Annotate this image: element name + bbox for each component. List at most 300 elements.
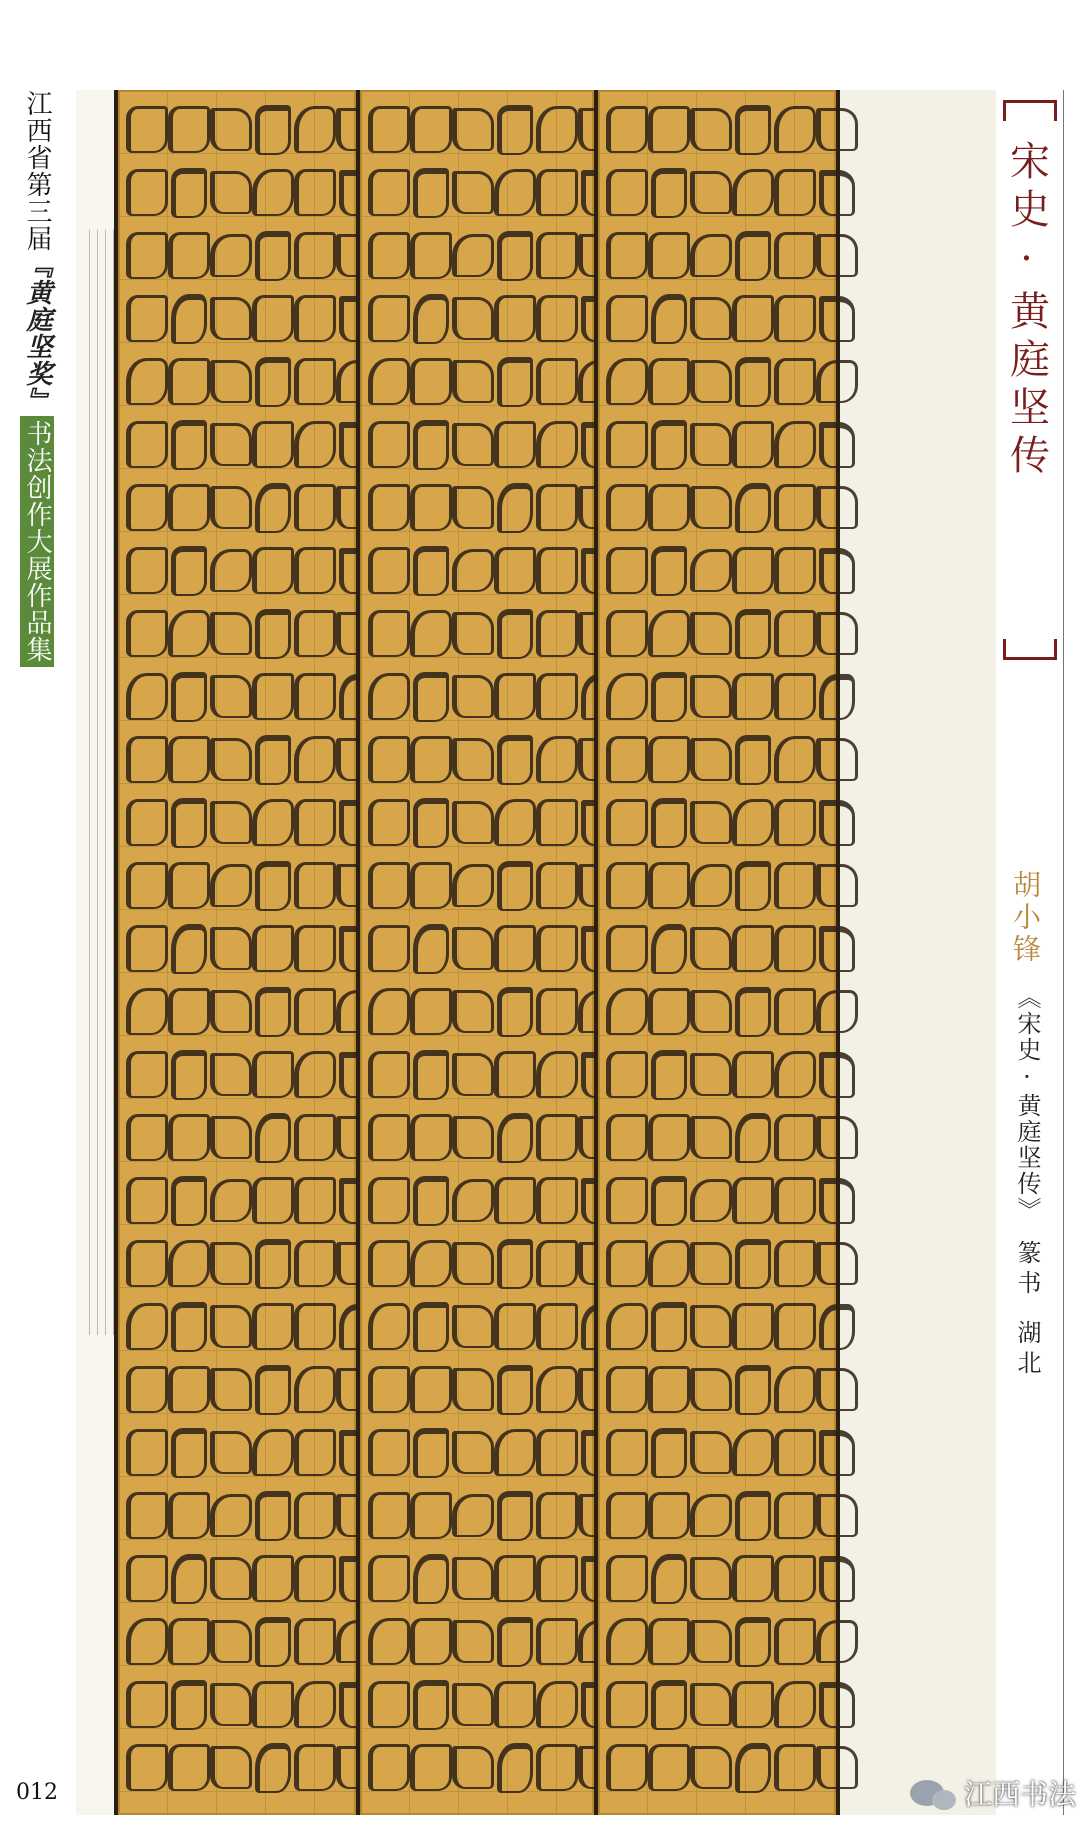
seal-glyph bbox=[452, 287, 494, 350]
seal-glyph bbox=[494, 1295, 536, 1358]
seal-glyph bbox=[294, 980, 336, 1043]
seal-glyph bbox=[774, 1547, 816, 1610]
seal-glyph bbox=[606, 98, 648, 161]
seal-glyph bbox=[648, 224, 690, 287]
seal-glyph bbox=[494, 665, 536, 728]
seal-glyph bbox=[294, 665, 336, 728]
seal-glyph bbox=[168, 161, 210, 224]
seal-glyph bbox=[210, 1610, 252, 1673]
seal-glyph bbox=[452, 1610, 494, 1673]
seal-glyph bbox=[774, 539, 816, 602]
seal-glyph bbox=[606, 287, 648, 350]
seal-glyph bbox=[252, 1106, 294, 1169]
seal-glyph bbox=[648, 1358, 690, 1421]
seal-glyph bbox=[774, 1484, 816, 1547]
seal-glyph bbox=[210, 1673, 252, 1736]
seal-glyph bbox=[606, 476, 648, 539]
seal-glyph bbox=[774, 1232, 816, 1295]
seal-glyph bbox=[774, 413, 816, 476]
seal-glyph bbox=[732, 728, 774, 791]
book-title-highlight: 『黄庭坚奖』 bbox=[22, 252, 52, 414]
seal-glyph bbox=[648, 476, 690, 539]
seal-glyph bbox=[732, 1484, 774, 1547]
artwork-panel-title: 宋史·黄庭坚传 bbox=[1003, 140, 1050, 482]
seal-glyph bbox=[536, 350, 578, 413]
seal-glyph bbox=[648, 1169, 690, 1232]
seal-glyph bbox=[252, 980, 294, 1043]
seal-glyph bbox=[294, 476, 336, 539]
seal-glyph bbox=[606, 1421, 648, 1484]
seal-glyph bbox=[294, 1043, 336, 1106]
seal-glyph bbox=[168, 791, 210, 854]
seal-glyph bbox=[410, 1547, 452, 1610]
seal-glyph bbox=[368, 1547, 410, 1610]
seal-glyph bbox=[452, 1736, 494, 1799]
seal-glyph bbox=[368, 1106, 410, 1169]
seal-glyph bbox=[732, 854, 774, 917]
seal-glyph bbox=[294, 161, 336, 224]
seal-glyph bbox=[690, 917, 732, 980]
seal-glyph bbox=[210, 1232, 252, 1295]
seal-glyph bbox=[126, 224, 168, 287]
seal-glyph bbox=[494, 1043, 536, 1106]
seal-glyph bbox=[606, 602, 648, 665]
seal-glyph bbox=[410, 1169, 452, 1232]
seal-glyph bbox=[452, 1043, 494, 1106]
seal-glyph bbox=[648, 287, 690, 350]
seal-glyph bbox=[210, 728, 252, 791]
seal-glyph bbox=[536, 1169, 578, 1232]
seal-glyph bbox=[690, 1421, 732, 1484]
seal-glyph bbox=[690, 791, 732, 854]
seal-glyph bbox=[210, 413, 252, 476]
seal-glyph bbox=[732, 1043, 774, 1106]
seal-glyph bbox=[732, 350, 774, 413]
seal-glyph bbox=[606, 791, 648, 854]
divider-line bbox=[1063, 90, 1064, 1815]
seal-glyph bbox=[452, 665, 494, 728]
seal-glyph bbox=[210, 287, 252, 350]
seal-glyph bbox=[606, 1358, 648, 1421]
seal-glyph bbox=[252, 1295, 294, 1358]
seal-glyph bbox=[494, 287, 536, 350]
seal-glyph bbox=[368, 539, 410, 602]
seal-glyph bbox=[452, 413, 494, 476]
seal-glyph bbox=[210, 1169, 252, 1232]
seal-glyph bbox=[648, 1106, 690, 1169]
seal-glyph bbox=[294, 602, 336, 665]
seal-glyph bbox=[606, 1043, 648, 1106]
seal-glyph bbox=[648, 602, 690, 665]
seal-glyph bbox=[494, 1673, 536, 1736]
seal-glyph bbox=[732, 476, 774, 539]
seal-glyph bbox=[126, 854, 168, 917]
seal-script-characters bbox=[606, 98, 828, 1807]
seal-glyph bbox=[126, 1358, 168, 1421]
seal-glyph bbox=[368, 728, 410, 791]
seal-glyph bbox=[452, 1421, 494, 1484]
seal-glyph bbox=[452, 98, 494, 161]
seal-glyph bbox=[536, 287, 578, 350]
seal-glyph bbox=[210, 1421, 252, 1484]
seal-glyph bbox=[732, 1295, 774, 1358]
seal-glyph bbox=[368, 1610, 410, 1673]
seal-glyph bbox=[536, 476, 578, 539]
seal-glyph bbox=[210, 1547, 252, 1610]
author-name: 胡小锋 bbox=[1009, 870, 1042, 966]
seal-glyph bbox=[690, 665, 732, 728]
seal-glyph bbox=[210, 665, 252, 728]
seal-glyph bbox=[210, 1106, 252, 1169]
seal-glyph bbox=[606, 1484, 648, 1547]
seal-glyph bbox=[690, 1673, 732, 1736]
seal-glyph bbox=[252, 539, 294, 602]
scroll-panel-1 bbox=[118, 90, 356, 1815]
seal-glyph bbox=[126, 413, 168, 476]
seal-glyph bbox=[252, 854, 294, 917]
seal-glyph bbox=[210, 602, 252, 665]
seal-glyph bbox=[774, 854, 816, 917]
seal-glyph bbox=[494, 602, 536, 665]
seal-glyph bbox=[690, 1295, 732, 1358]
seal-glyph bbox=[168, 1547, 210, 1610]
seal-glyph bbox=[294, 1484, 336, 1547]
seal-glyph bbox=[294, 1547, 336, 1610]
seal-glyph bbox=[252, 98, 294, 161]
seal-glyph bbox=[606, 1736, 648, 1799]
seal-glyph bbox=[452, 728, 494, 791]
seal-glyph bbox=[732, 1232, 774, 1295]
seal-glyph bbox=[494, 1421, 536, 1484]
seal-glyph bbox=[536, 791, 578, 854]
seal-glyph bbox=[606, 224, 648, 287]
seal-glyph bbox=[690, 539, 732, 602]
seal-glyph bbox=[732, 287, 774, 350]
seal-glyph bbox=[690, 161, 732, 224]
seal-glyph bbox=[452, 1295, 494, 1358]
seal-glyph bbox=[536, 224, 578, 287]
seal-glyph bbox=[648, 854, 690, 917]
seal-glyph bbox=[368, 1358, 410, 1421]
seal-glyph bbox=[210, 791, 252, 854]
seal-glyph bbox=[732, 1421, 774, 1484]
seal-glyph bbox=[410, 1295, 452, 1358]
seal-glyph bbox=[410, 161, 452, 224]
seal-glyph bbox=[252, 1736, 294, 1799]
watermark bbox=[910, 1773, 1076, 1813]
seal-glyph bbox=[774, 161, 816, 224]
seal-glyph bbox=[536, 413, 578, 476]
seal-glyph bbox=[536, 602, 578, 665]
seal-glyph bbox=[452, 602, 494, 665]
seal-glyph bbox=[648, 1484, 690, 1547]
seal-glyph bbox=[536, 1421, 578, 1484]
seal-glyph bbox=[168, 476, 210, 539]
seal-glyph bbox=[606, 854, 648, 917]
seal-glyph bbox=[294, 224, 336, 287]
seal-glyph bbox=[732, 665, 774, 728]
seal-glyph bbox=[732, 1106, 774, 1169]
seal-glyph bbox=[126, 980, 168, 1043]
seal-glyph bbox=[368, 1295, 410, 1358]
seal-glyph bbox=[536, 665, 578, 728]
seal-glyph bbox=[126, 476, 168, 539]
seal-glyph bbox=[452, 539, 494, 602]
seal-glyph bbox=[294, 917, 336, 980]
seal-glyph bbox=[690, 1610, 732, 1673]
seal-glyph bbox=[452, 917, 494, 980]
seal-glyph bbox=[168, 1358, 210, 1421]
seal-glyph bbox=[690, 1484, 732, 1547]
seal-glyph bbox=[126, 791, 168, 854]
seal-glyph bbox=[494, 1610, 536, 1673]
seal-glyph bbox=[774, 728, 816, 791]
seal-glyph bbox=[410, 665, 452, 728]
seal-script-characters bbox=[368, 98, 586, 1807]
seal-glyph bbox=[168, 287, 210, 350]
seal-glyph bbox=[252, 791, 294, 854]
seal-glyph bbox=[410, 917, 452, 980]
seal-glyph bbox=[168, 224, 210, 287]
seal-glyph bbox=[368, 665, 410, 728]
seal-glyph bbox=[494, 980, 536, 1043]
seal-glyph bbox=[536, 1484, 578, 1547]
seal-glyph bbox=[452, 1673, 494, 1736]
seal-glyph bbox=[294, 539, 336, 602]
seal-glyph bbox=[648, 539, 690, 602]
seal-glyph bbox=[452, 1232, 494, 1295]
seal-glyph bbox=[410, 1421, 452, 1484]
seal-glyph bbox=[294, 1736, 336, 1799]
book-title-part1: 江西省第三届 bbox=[22, 90, 52, 252]
seal-glyph bbox=[452, 1547, 494, 1610]
seal-glyph bbox=[732, 161, 774, 224]
seal-glyph bbox=[606, 1106, 648, 1169]
seal-glyph bbox=[732, 1169, 774, 1232]
seal-glyph bbox=[126, 728, 168, 791]
seal-glyph bbox=[494, 1106, 536, 1169]
seal-glyph bbox=[410, 224, 452, 287]
seal-glyph bbox=[690, 476, 732, 539]
seal-glyph bbox=[606, 539, 648, 602]
seal-glyph bbox=[690, 602, 732, 665]
seal-glyph bbox=[606, 665, 648, 728]
seal-glyph bbox=[368, 98, 410, 161]
seal-glyph bbox=[774, 224, 816, 287]
seal-glyph bbox=[536, 539, 578, 602]
seal-glyph bbox=[168, 98, 210, 161]
seal-glyph bbox=[606, 1673, 648, 1736]
seal-glyph bbox=[294, 1106, 336, 1169]
seal-glyph bbox=[648, 1295, 690, 1358]
wechat-icon bbox=[910, 1780, 944, 1806]
seal-glyph bbox=[690, 1043, 732, 1106]
seal-glyph bbox=[168, 1736, 210, 1799]
seal-glyph bbox=[494, 917, 536, 980]
seal-glyph bbox=[368, 161, 410, 224]
seal-glyph bbox=[410, 728, 452, 791]
seal-glyph bbox=[494, 476, 536, 539]
seal-glyph bbox=[252, 1232, 294, 1295]
seal-glyph bbox=[606, 413, 648, 476]
seal-glyph bbox=[126, 1106, 168, 1169]
seal-glyph bbox=[494, 224, 536, 287]
seal-glyph bbox=[294, 1232, 336, 1295]
seal-glyph bbox=[410, 791, 452, 854]
seal-glyph bbox=[606, 1610, 648, 1673]
seal-glyph bbox=[210, 539, 252, 602]
artwork-title-band bbox=[997, 100, 1057, 660]
book-title-part2: 书法创作大展作品集 bbox=[20, 416, 54, 667]
seal-glyph bbox=[774, 1736, 816, 1799]
seal-glyph bbox=[690, 224, 732, 287]
seal-glyph bbox=[368, 476, 410, 539]
seal-glyph bbox=[126, 539, 168, 602]
seal-glyph bbox=[410, 287, 452, 350]
seal-glyph bbox=[690, 1106, 732, 1169]
seal-glyph bbox=[210, 1295, 252, 1358]
seal-glyph bbox=[690, 1358, 732, 1421]
seal-glyph bbox=[410, 1358, 452, 1421]
seal-glyph bbox=[168, 413, 210, 476]
seal-glyph bbox=[252, 728, 294, 791]
seal-glyph bbox=[732, 1358, 774, 1421]
seal-glyph bbox=[774, 1421, 816, 1484]
seal-glyph bbox=[294, 287, 336, 350]
seal-glyph bbox=[210, 980, 252, 1043]
seal-glyph bbox=[494, 728, 536, 791]
seal-glyph bbox=[494, 854, 536, 917]
seal-glyph bbox=[774, 287, 816, 350]
seal-glyph bbox=[648, 1421, 690, 1484]
seal-glyph bbox=[690, 980, 732, 1043]
seal-glyph bbox=[452, 791, 494, 854]
seal-glyph bbox=[210, 98, 252, 161]
seal-glyph bbox=[368, 350, 410, 413]
seal-glyph bbox=[536, 1106, 578, 1169]
seal-glyph bbox=[732, 1547, 774, 1610]
seal-script-characters bbox=[126, 98, 348, 1807]
seal-glyph bbox=[690, 1232, 732, 1295]
seal-glyph bbox=[410, 1043, 452, 1106]
seal-glyph bbox=[294, 1673, 336, 1736]
seal-glyph bbox=[410, 98, 452, 161]
seal-glyph bbox=[168, 350, 210, 413]
seal-glyph bbox=[536, 161, 578, 224]
seal-glyph bbox=[690, 1547, 732, 1610]
seal-glyph bbox=[210, 1484, 252, 1547]
seal-glyph bbox=[536, 1358, 578, 1421]
seal-glyph bbox=[452, 161, 494, 224]
seal-glyph bbox=[410, 980, 452, 1043]
seal-glyph bbox=[536, 854, 578, 917]
seal-glyph bbox=[210, 224, 252, 287]
seal-glyph bbox=[294, 413, 336, 476]
seal-glyph bbox=[410, 1736, 452, 1799]
seal-glyph bbox=[732, 980, 774, 1043]
seal-glyph bbox=[494, 350, 536, 413]
script-type: 篆书 bbox=[1013, 1240, 1041, 1300]
seal-glyph bbox=[126, 1169, 168, 1232]
seal-glyph bbox=[774, 1295, 816, 1358]
seal-glyph bbox=[168, 917, 210, 980]
seal-glyph bbox=[410, 1106, 452, 1169]
seal-glyph bbox=[648, 1736, 690, 1799]
seal-glyph bbox=[452, 1484, 494, 1547]
watermark-text: 江西书法 bbox=[964, 1778, 1077, 1811]
seal-glyph bbox=[126, 1547, 168, 1610]
seal-glyph bbox=[294, 728, 336, 791]
seal-glyph bbox=[536, 1232, 578, 1295]
seal-glyph bbox=[252, 161, 294, 224]
seal-glyph bbox=[536, 728, 578, 791]
seal-glyph bbox=[252, 476, 294, 539]
seal-glyph bbox=[368, 287, 410, 350]
seal-glyph bbox=[732, 917, 774, 980]
seal-glyph bbox=[368, 1484, 410, 1547]
seal-glyph bbox=[126, 287, 168, 350]
seal-glyph bbox=[648, 1673, 690, 1736]
seal-glyph bbox=[410, 1673, 452, 1736]
seal-glyph bbox=[126, 98, 168, 161]
seal-glyph bbox=[294, 854, 336, 917]
seal-glyph bbox=[774, 1358, 816, 1421]
seal-glyph bbox=[126, 665, 168, 728]
seal-glyph bbox=[294, 98, 336, 161]
seal-glyph bbox=[252, 287, 294, 350]
seal-glyph bbox=[410, 854, 452, 917]
seal-glyph bbox=[168, 1043, 210, 1106]
seal-glyph bbox=[732, 602, 774, 665]
seal-glyph bbox=[252, 350, 294, 413]
seal-glyph bbox=[774, 665, 816, 728]
seal-glyph bbox=[690, 854, 732, 917]
seal-glyph bbox=[452, 350, 494, 413]
seal-glyph bbox=[410, 539, 452, 602]
page-number: 012 bbox=[16, 1780, 58, 1805]
seal-glyph bbox=[368, 413, 410, 476]
seal-glyph bbox=[294, 1610, 336, 1673]
seal-glyph bbox=[606, 350, 648, 413]
seal-glyph bbox=[252, 1673, 294, 1736]
seal-glyph bbox=[168, 1673, 210, 1736]
seal-glyph bbox=[126, 1421, 168, 1484]
seal-glyph bbox=[252, 1547, 294, 1610]
seal-glyph bbox=[126, 1484, 168, 1547]
seal-glyph bbox=[494, 161, 536, 224]
seal-glyph bbox=[410, 1484, 452, 1547]
seal-glyph bbox=[774, 1106, 816, 1169]
seal-glyph bbox=[606, 161, 648, 224]
seal-glyph bbox=[168, 1610, 210, 1673]
seal-glyph bbox=[690, 287, 732, 350]
seal-glyph bbox=[690, 350, 732, 413]
seal-glyph bbox=[648, 413, 690, 476]
title-bracket-bottom bbox=[1003, 639, 1057, 660]
seal-glyph bbox=[294, 350, 336, 413]
seal-glyph bbox=[494, 1547, 536, 1610]
book-series-title bbox=[20, 90, 54, 667]
seal-glyph bbox=[690, 1169, 732, 1232]
seal-glyph bbox=[774, 980, 816, 1043]
seal-glyph bbox=[452, 980, 494, 1043]
seal-glyph bbox=[648, 1043, 690, 1106]
seal-glyph bbox=[168, 980, 210, 1043]
seal-glyph bbox=[648, 1610, 690, 1673]
seal-glyph bbox=[494, 1232, 536, 1295]
seal-glyph bbox=[126, 602, 168, 665]
seal-glyph bbox=[494, 1484, 536, 1547]
